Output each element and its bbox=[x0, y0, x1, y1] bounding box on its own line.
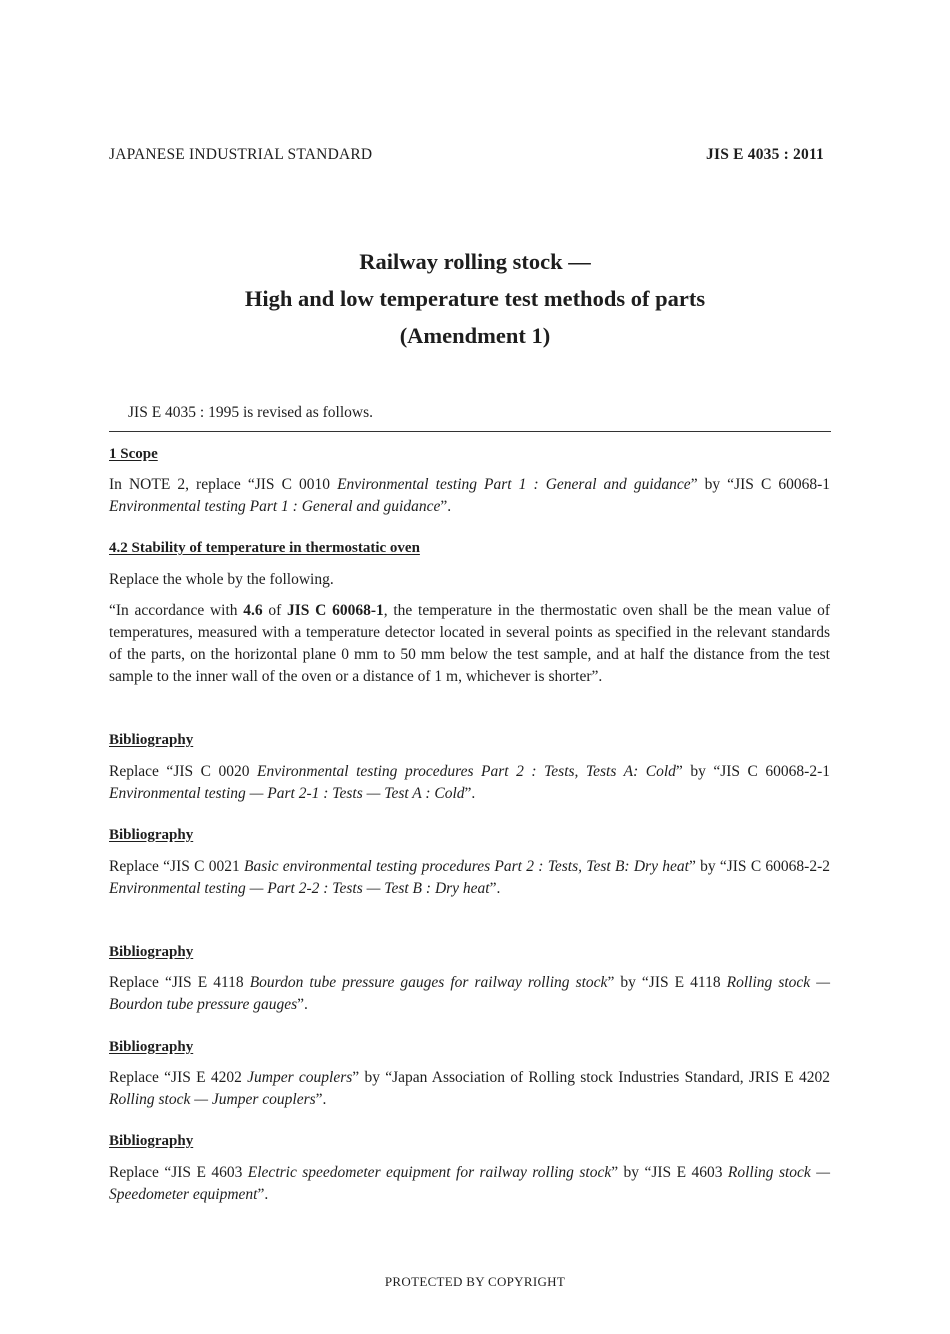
intro-text: JIS E 4035 : 1995 is revised as follows. bbox=[128, 404, 373, 421]
stability-instruction: Replace the whole by the following. bbox=[109, 571, 334, 588]
bibliography-paragraph-3: Replace “JIS E 4118 Bourdon tube pressure gauges for railway rolling stock” by “JIS E 4118 Rolling stock — Bourdon tube pressure gauges”. bbox=[109, 974, 831, 1013]
bibliography-heading-5: Bibliography bbox=[109, 1133, 194, 1149]
divider bbox=[109, 431, 831, 432]
title-line-2: High and low temperature test methods of parts bbox=[244, 286, 706, 311]
stability-paragraph: “In accordance with 4.6 of JIS C 60068-1, the temperature in the thermostatic oven shall be the mean value of temperatures, measured with a temperature detector located in several points as specified in the relevant standards of the parts, on the horizontal plane 0 mm to 50 mm below the test sample, and at half the distance from the test sample to the inner wall of the oven or a distance of 1 m, whichever is shorter”. bbox=[109, 602, 830, 685]
copyright-footer: PROTECTED BY COPYRIGHT bbox=[384, 1274, 566, 1289]
header-standard-name: JAPANESE INDUSTRIAL STANDARD bbox=[109, 146, 373, 163]
bibliography-paragraph-4: Replace “JIS E 4202 Jumper couplers” by “Japan Association of Rolling stock Industries Standard, JRIS E 4202 Rolling stock — Jumper couplers”. bbox=[109, 1069, 830, 1108]
title-line-3: (Amendment 1) bbox=[399, 323, 551, 348]
bibliography-heading-1: Bibliography bbox=[109, 732, 194, 748]
bibliography-paragraph-1: Replace “JIS C 0020 Environmental testing procedures Part 2 : Tests, Tests A: Cold” by “JIS C 60068-2-1 Environmental testing — Part 2-1 : Tests — Test A : Cold”. bbox=[109, 763, 830, 802]
scope-heading: 1 Scope bbox=[109, 446, 158, 462]
bibliography-paragraph-2: Replace “JIS C 0021 Basic environmental testing procedures Part 2 : Tests, Test B: Dry heat” by “JIS C 60068-2-2 Environmental testing — Part 2-2 : Tests — Test B : Dry heat”. bbox=[109, 858, 830, 897]
stability-heading: 4.2 Stability of temperature in thermostatic oven bbox=[109, 540, 420, 556]
bibliography-heading-4: Bibliography bbox=[109, 1039, 194, 1055]
header-standard-number: JIS E 4035 : 2011 bbox=[706, 146, 824, 163]
scope-paragraph: In NOTE 2, replace “JIS C 0010 Environmental testing Part 1 : General and guidance” by “JIS C 60068-1 Environmental testing Part 1 : General and guidance”. bbox=[109, 476, 831, 515]
bibliography-paragraph-5: Replace “JIS E 4603 Electric speedometer equipment for railway rolling stock” by “JIS E 4603 Rolling stock — Speedometer equipment”. bbox=[109, 1164, 831, 1203]
bibliography-heading-3: Bibliography bbox=[109, 944, 194, 960]
bibliography-heading-2: Bibliography bbox=[109, 827, 194, 843]
title-line-1: Railway rolling stock — bbox=[359, 249, 591, 274]
